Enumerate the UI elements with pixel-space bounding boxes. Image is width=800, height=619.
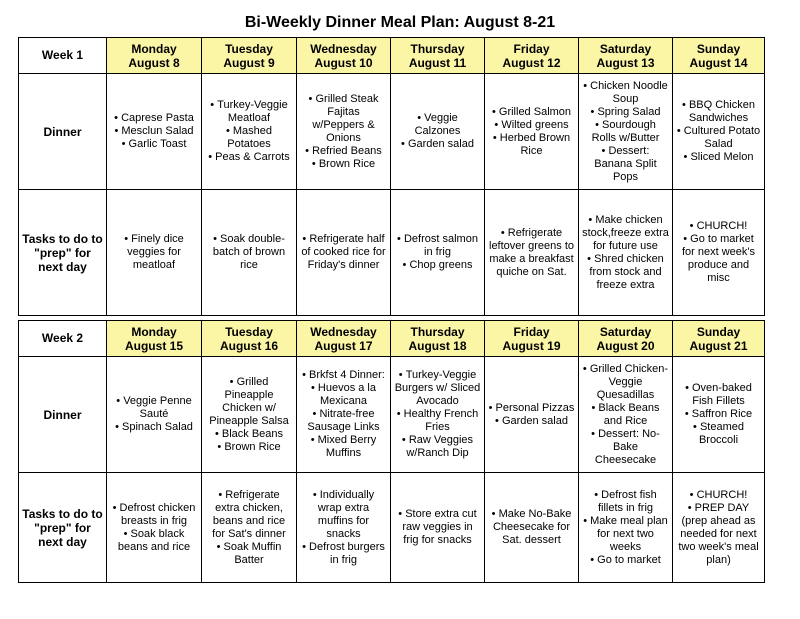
menu-item: • Raw Veggies w/Ranch Dip <box>394 434 481 460</box>
day-header <box>579 38 673 74</box>
menu-item: • Sourdough Rolls w/Butter <box>582 119 669 145</box>
tasks-item-list <box>582 489 669 567</box>
day-name: Sunday <box>696 324 741 339</box>
day-date: August 20 <box>596 338 655 353</box>
menu-item: • Garden salad <box>488 415 575 428</box>
menu-item: • Grilled Steak Fajitas w/Peppers & Onions <box>300 93 387 145</box>
dinner-item-list <box>394 112 481 151</box>
dinner-item-list <box>488 106 575 158</box>
prep-task: • Defrost salmon in frig <box>394 233 481 259</box>
day-name: Tuesday <box>225 324 273 339</box>
week-label: Week 2 <box>19 321 107 357</box>
day-name: Friday <box>513 41 550 56</box>
menu-item: • Veggie Penne Sauté <box>110 395 198 421</box>
day-name: Monday <box>131 41 177 56</box>
tasks-item-list <box>488 227 575 279</box>
dinner-item-list <box>582 363 669 467</box>
tasks-item-list <box>110 502 198 554</box>
menu-item: • Oven-baked Fish Fillets <box>676 382 761 408</box>
menu-item: • Turkey-Veggie Meatloaf <box>205 99 293 125</box>
dinner-item-list <box>488 402 575 428</box>
menu-item: • Steamed Broccoli <box>676 421 761 447</box>
menu-item: • Cultured Potato Salad <box>676 125 761 151</box>
tasks-cell <box>297 190 391 316</box>
tasks-cell <box>391 190 485 316</box>
menu-item: • Mashed Potatoes <box>205 125 293 151</box>
day-name: Thursday <box>410 41 465 56</box>
day-header <box>391 321 485 357</box>
menu-item: • Chicken Noodle Soup <box>582 80 669 106</box>
menu-item: • Brkfst 4 Dinner: <box>300 369 387 382</box>
day-header <box>297 321 391 357</box>
dinner-cell <box>579 357 673 473</box>
day-date: August 17 <box>314 338 373 353</box>
menu-item: • Sliced Melon <box>676 151 761 164</box>
dinner-cell <box>391 357 485 473</box>
day-date: August 10 <box>314 55 373 70</box>
menu-item: • Healthy French Fries <box>394 408 481 434</box>
dinner-row-label: Dinner <box>19 357 107 473</box>
menu-item: • Black Beans <box>205 428 293 441</box>
tasks-item-list <box>488 508 575 547</box>
dinner-cell <box>297 357 391 473</box>
prep-task: • Soak Muffin Batter <box>205 541 293 567</box>
dinner-item-list <box>205 99 293 164</box>
tasks-cell <box>673 473 765 583</box>
week-header-row <box>19 38 765 74</box>
menu-item: • Black Beans and Rice <box>582 402 669 428</box>
day-date: August 14 <box>689 55 748 70</box>
tasks-item-list <box>110 233 198 272</box>
dinner-cell <box>673 357 765 473</box>
menu-item: • Peas & Carrots <box>205 151 293 164</box>
prep-task: • Chop greens <box>394 259 481 272</box>
prep-task: • Defrost burgers in frig <box>300 541 387 567</box>
day-name: Wednesday <box>310 41 377 56</box>
dinner-cell <box>391 74 485 190</box>
day-name: Tuesday <box>225 41 273 56</box>
meal-plan-body <box>19 38 765 583</box>
day-header <box>107 38 202 74</box>
menu-item: • Refried Beans <box>300 145 387 158</box>
tasks-item-list <box>676 220 761 285</box>
prep-task: • Store extra cut raw veggies in frig for snacks <box>394 508 481 547</box>
dinner-item-list <box>676 99 761 164</box>
prep-task: • Soak black beans and rice <box>110 528 198 554</box>
menu-item: • Grilled Pineapple Chicken w/ Pineapple Salsa <box>205 376 293 428</box>
tasks-item-list <box>394 233 481 272</box>
day-header <box>107 321 202 357</box>
day-date: August 18 <box>408 338 467 353</box>
day-date: August 13 <box>596 55 655 70</box>
day-name: Saturday <box>599 324 652 339</box>
tasks-item-list <box>205 233 293 272</box>
tasks-item-list <box>582 214 669 292</box>
prep-task: • Refrigerate extra chicken, beans and rice for Sat's dinner <box>205 489 293 541</box>
dinner-cell <box>485 357 579 473</box>
tasks-cell <box>485 190 579 316</box>
menu-item: • Turkey-Veggie Burgers w/ Sliced Avocado <box>394 369 481 408</box>
prep-task: • Go to market <box>582 554 669 567</box>
day-header <box>485 321 579 357</box>
dinner-cell <box>673 74 765 190</box>
day-header <box>579 321 673 357</box>
menu-item: • Brown Rice <box>205 441 293 454</box>
prep-task: • Individually wrap extra muffins for snacks <box>300 489 387 541</box>
tasks-cell <box>202 473 297 583</box>
day-header <box>391 38 485 74</box>
menu-item: • Huevos a la Mexicana <box>300 382 387 408</box>
week-label: Week 1 <box>19 38 107 74</box>
day-header <box>485 38 579 74</box>
dinner-row <box>19 74 765 190</box>
week-header-row <box>19 321 765 357</box>
tasks-cell <box>673 190 765 316</box>
tasks-item-list <box>394 508 481 547</box>
dinner-item-list <box>582 80 669 184</box>
day-name: Wednesday <box>310 324 377 339</box>
dinner-item-list <box>300 93 387 171</box>
dinner-cell <box>107 74 202 190</box>
prep-task: • Make meal plan for next two weeks <box>582 515 669 554</box>
dinner-cell <box>485 74 579 190</box>
menu-item: • Herbed Brown Rice <box>488 132 575 158</box>
menu-item: • BBQ Chicken Sandwiches <box>676 99 761 125</box>
day-header <box>673 38 765 74</box>
day-date: August 19 <box>502 338 561 353</box>
prep-task: • Make chicken stock,freeze extra for future use <box>582 214 669 253</box>
prep-task: • Refrigerate half of cooked rice for Friday's dinner <box>300 233 387 272</box>
menu-item: • Personal Pizzas <box>488 402 575 415</box>
page-title: Bi-Weekly Dinner Meal Plan: August 8-21 <box>244 14 556 31</box>
tasks-item-list <box>205 489 293 567</box>
menu-item: • Wilted greens <box>488 119 575 132</box>
prep-task: • CHURCH! <box>676 220 761 233</box>
dinner-item-list <box>205 376 293 454</box>
menu-item: • Dessert: No-Bake Cheesecake <box>582 428 669 467</box>
prep-task: • Make No-Bake Cheesecake for Sat. dessert <box>488 508 575 547</box>
dinner-cell <box>107 357 202 473</box>
day-header <box>202 321 297 357</box>
dinner-cell <box>579 74 673 190</box>
day-header <box>202 38 297 74</box>
prep-task: • Refrigerate leftover greens to make a breakfast quiche on Sat. <box>488 227 575 279</box>
menu-item: • Spring Salad <box>582 106 669 119</box>
day-date: August 11 <box>408 55 467 70</box>
dinner-item-list <box>300 369 387 460</box>
menu-item: • Brown Rice <box>300 158 387 171</box>
tasks-cell <box>107 473 202 583</box>
tasks-row-label: Tasks to do to "prep" for next day <box>19 190 107 316</box>
tasks-cell <box>107 190 202 316</box>
day-date: August 8 <box>128 55 180 70</box>
dinner-item-list <box>110 395 198 434</box>
tasks-item-list <box>300 489 387 567</box>
day-name: Sunday <box>696 41 741 56</box>
dinner-cell <box>202 74 297 190</box>
prep-task: • Finely dice veggies for meatloaf <box>110 233 198 272</box>
day-date: August 16 <box>219 338 278 353</box>
meal-plan-table <box>18 37 765 583</box>
day-date: August 21 <box>689 338 748 353</box>
tasks-cell <box>391 473 485 583</box>
tasks-row-label: Tasks to do to "prep" for next day <box>19 473 107 583</box>
prep-task: • CHURCH! <box>676 489 761 502</box>
menu-item: • Veggie Calzones <box>394 112 481 138</box>
dinner-item-list <box>394 369 481 460</box>
tasks-cell <box>579 473 673 583</box>
prep-task: • Defrost chicken breasts in frig <box>110 502 198 528</box>
dinner-row-label: Dinner <box>19 74 107 190</box>
menu-item: • Caprese Pasta <box>110 112 198 125</box>
day-date: August 9 <box>223 55 275 70</box>
menu-item: • Mesclun Salad <box>110 125 198 138</box>
dinner-item-list <box>110 112 198 151</box>
tasks-cell <box>202 190 297 316</box>
tasks-cell <box>297 473 391 583</box>
tasks-item-list <box>676 489 761 567</box>
menu-item: • Saffron Rice <box>676 408 761 421</box>
menu-item: • Dessert: Banana Split Pops <box>582 145 669 184</box>
prep-task: • Shred chicken from stock and freeze extra <box>582 253 669 292</box>
dinner-item-list <box>676 382 761 447</box>
day-date: August 15 <box>124 338 183 353</box>
menu-item: • Garden salad <box>394 138 481 151</box>
dinner-cell <box>297 74 391 190</box>
dinner-row <box>19 357 765 473</box>
menu-item: • Grilled Salmon <box>488 106 575 119</box>
prep-task: • Defrost fish fillets in frig <box>582 489 669 515</box>
prep-task: • Soak double-batch of brown rice <box>205 233 293 272</box>
day-name: Thursday <box>410 324 465 339</box>
tasks-cell <box>579 190 673 316</box>
dinner-cell <box>202 357 297 473</box>
menu-item: • Mixed Berry Muffins <box>300 434 387 460</box>
day-date: August 12 <box>502 55 561 70</box>
prep-task: • PREP DAY (prep ahead as needed for next two week's meal plan) <box>676 502 761 567</box>
menu-item: • Garlic Toast <box>110 138 198 151</box>
menu-item: • Grilled Chicken-Veggie Quesadillas <box>582 363 669 402</box>
day-name: Friday <box>513 324 550 339</box>
tasks-row <box>19 190 765 316</box>
day-name: Saturday <box>599 41 652 56</box>
day-name: Monday <box>131 324 177 339</box>
menu-item: • Nitrate-free Sausage Links <box>300 408 387 434</box>
day-header <box>297 38 391 74</box>
menu-item: • Spinach Salad <box>110 421 198 434</box>
tasks-item-list <box>300 233 387 272</box>
tasks-row <box>19 473 765 583</box>
tasks-cell <box>485 473 579 583</box>
prep-task: • Go to market for next week's produce and misc <box>676 233 761 285</box>
day-header <box>673 321 765 357</box>
